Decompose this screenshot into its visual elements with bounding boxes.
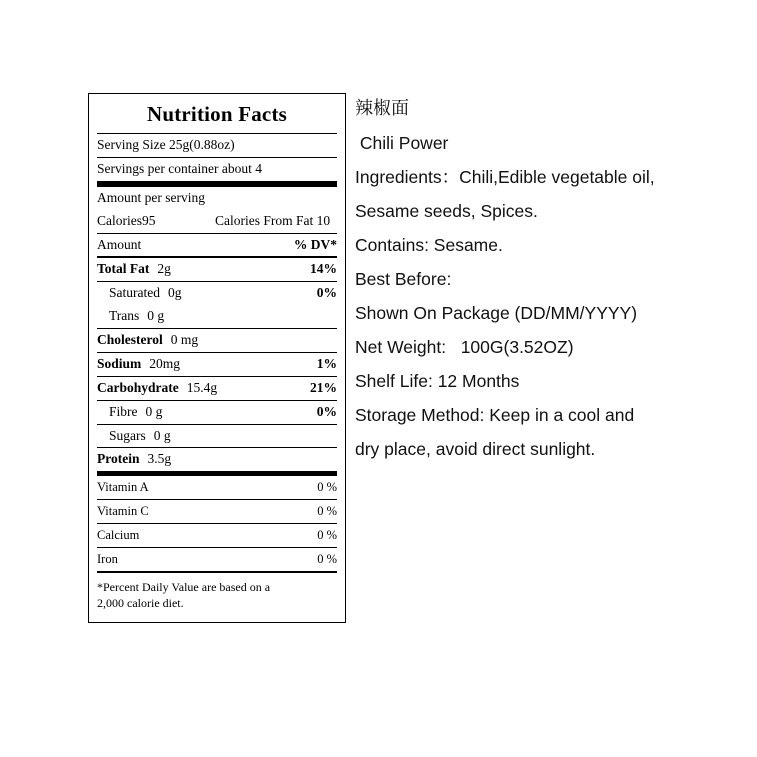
calories-row [97, 210, 337, 233]
nutrient-dv: 1% [316, 355, 337, 371]
nutrient-name: Protein [97, 451, 140, 467]
nutrient-dv: 0% [316, 403, 337, 419]
amount-header: Amount [97, 236, 142, 252]
footnote-line-2: 2,000 calorie diet. [97, 596, 184, 611]
vitamin-dv: 0 % [317, 504, 337, 519]
nutrient-row [97, 401, 337, 424]
nutrient-dv: 0% [316, 285, 337, 301]
vitamin-name: Vitamin A [97, 480, 149, 495]
ingredients-line-1: Ingredients：Chili,Edible vegetable oil, [355, 167, 655, 187]
storage-method-line-2: dry place, avoid direct sunlight. [355, 439, 596, 459]
nutrient-row [97, 258, 337, 281]
shelf-life: Shelf Life: 12 Months [355, 371, 520, 391]
vitamin-dv: 0 % [317, 552, 337, 567]
nutrient-name: Total Fat [97, 261, 150, 277]
net-weight: Net Weight: 100G(3.52OZ) [355, 337, 574, 357]
nutrient-row [97, 377, 337, 400]
nutrient-value: 0 g [145, 403, 163, 419]
footnote-line-1: *Percent Daily Value are based on a [97, 580, 271, 595]
nutrient-value: 20mg [149, 355, 181, 371]
contains-allergens: Contains: Sesame. [355, 235, 503, 255]
amount-per-serving: Amount per serving [97, 189, 205, 205]
vitamin-name: Calcium [97, 528, 140, 543]
nutrition-facts-panel [88, 93, 346, 623]
product-name-en: Chili Power [355, 133, 449, 153]
nutrient-name: Cholesterol [97, 332, 163, 347]
nutrient-row [97, 353, 337, 376]
best-before-value: Shown On Package (DD/MM/YYYY) [355, 303, 638, 323]
nutrient-value: 0g [167, 285, 182, 301]
amount-dv-header-row [97, 234, 337, 257]
vitamin-name: Vitamin C [97, 504, 149, 519]
serving-size: Serving Size 25g(0.88oz) [97, 137, 235, 152]
nutrition-facts-title: Nutrition Facts [146, 102, 288, 126]
best-before-label: Best Before: [355, 269, 452, 289]
vitamin-dv: 0 % [317, 528, 337, 543]
nutrient-value: 0 g [147, 308, 165, 324]
nutrient-value: 0 mg [170, 332, 199, 347]
nutrient-name: Trans [109, 308, 140, 324]
nutrient-name: Fibre [109, 403, 138, 419]
nutrient-dv: 14% [310, 261, 337, 277]
calories-value: Calories95 [97, 212, 156, 228]
nutrient-value: 0 g [153, 427, 171, 443]
nutrient-dv: 21% [310, 379, 337, 395]
product-name-cjk: 辣椒面 [355, 98, 409, 119]
dv-header: % DV* [293, 236, 337, 252]
nutrient-name: Sugars [109, 427, 146, 443]
nutrient-value: 2g [157, 261, 171, 277]
nutrient-name: Sodium [97, 355, 142, 371]
daily-value-footnote [97, 573, 337, 615]
vitamin-row [97, 524, 337, 547]
vitamin-row [97, 548, 337, 571]
nutrient-row [97, 305, 337, 328]
ingredients-line-2: Sesame seeds, Spices. [355, 201, 538, 221]
product-info-block [355, 92, 745, 466]
vitamin-row [97, 476, 337, 499]
vitamin-row [97, 500, 337, 523]
servings-per-container: Servings per container about 4 [97, 160, 262, 176]
nutrient-row [97, 282, 337, 305]
nutrient-value: 3.5g [147, 451, 172, 467]
calories-from-fat: Calories From Fat 10 [215, 212, 331, 228]
nutrient-row [97, 329, 337, 352]
vitamin-dv: 0 % [317, 480, 337, 495]
storage-method-line-1: Storage Method: Keep in a cool and [355, 405, 635, 425]
nutrient-row [97, 448, 337, 471]
nutrient-row [97, 425, 337, 448]
nutrient-value: 15.4g [186, 379, 218, 395]
nutrient-name: Carbohydrate [97, 379, 179, 395]
nutrient-name: Saturated [109, 285, 160, 301]
vitamin-name: Iron [97, 552, 118, 567]
